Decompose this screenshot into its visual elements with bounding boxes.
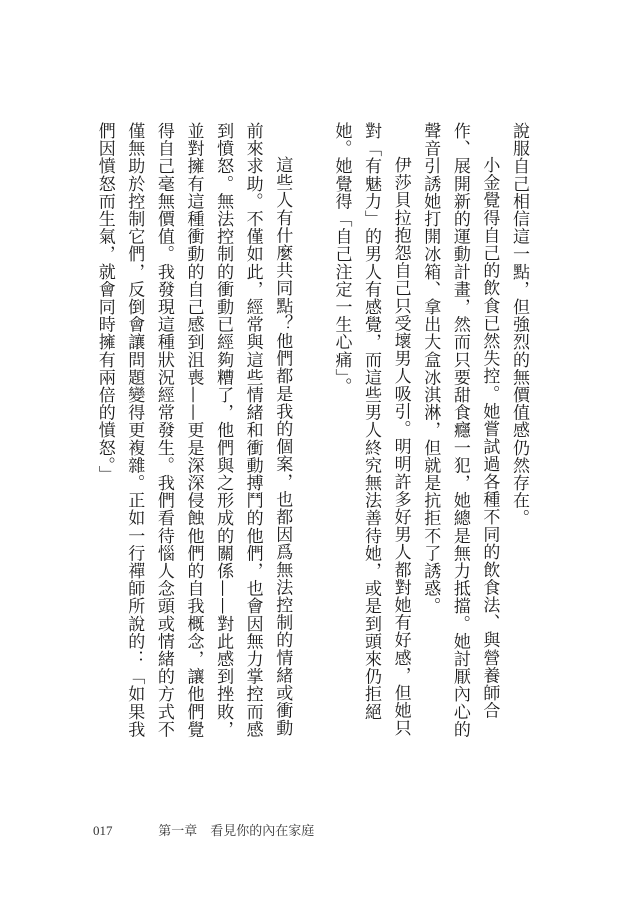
page-footer	[93, 820, 314, 839]
running-head-chapter: 第一章 看見你的內在家庭	[158, 823, 315, 838]
page-number: 017	[93, 823, 113, 838]
body-text	[89, 122, 533, 752]
paragraph-continuation: 說服自己相信這一點，但強烈的無價值感仍然存在。	[509, 122, 529, 527]
paragraph-xiaojin: 小金覺得自己的飲食已然失控。她嘗試過各種不同的飲食法、與營養師合作、展開新的運動計畫，然而只要甜食癮一犯，她總是無力抵擋。她討厭內心的聲音引誘她打開冰箱、拿出大盒冰淇淋，但就是抗拒不了誘惑。	[420, 122, 500, 738]
paragraph-common-ground: 這些人有什麼共同點？他們都是我的個案，也都因爲無法控制的情緒或衝動前來求助。不僅如此，經常與這些情緒和衝動搏鬥的他們，也會因無力掌控而感到憤怒。無法控制的衝動已經夠糟了，他們與之形成的關係——對此感到挫敗，並對擁有這種衝動的自己感到沮喪——更是深深侵蝕他們的自我概念，讓他們覺得自己毫無價值。我發現這種狀況經常發生。我們看待惱人念頭或情緒的方式不僅無助於控制它們，反倒會讓問題變得更複雜。正如一行禪師所說的：「如果我們因憤怒而生氣，就會同時擁有兩倍的憤怒。」	[94, 122, 293, 738]
paragraph-isabella: 伊莎貝拉抱怨自己只受壞男人吸引。明明許多好男人都對她有好感，但她只對「有魅力」的男人有感覺，而這些男人終究無法善待她，或是到頭來仍拒絕她。她覺得「自己注定一生心痛」。	[331, 122, 411, 737]
